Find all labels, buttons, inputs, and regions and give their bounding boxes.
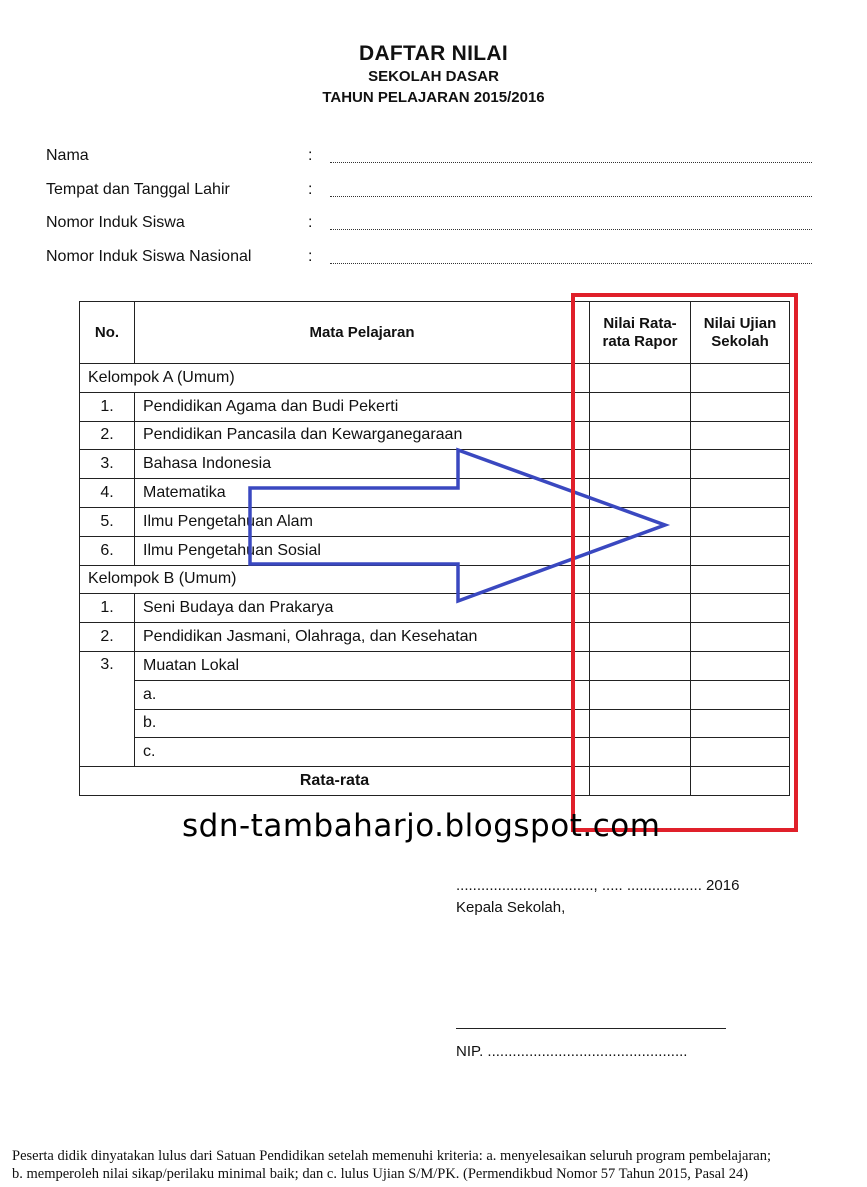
rapor-cell <box>590 421 691 450</box>
footer-line-1: Peserta didik dinyatakan lulus dari Satuan Pendidikan setelah memenuhi kriteria: a. menyelesaikan seluruh program pembelajaran; <box>12 1148 771 1164</box>
rapor-cell <box>590 709 691 738</box>
watermark-text: sdn-tambaharjo.blogspot.com <box>182 808 661 844</box>
row-subject: Pendidikan Pancasila dan Kewarganegaraan <box>135 421 590 450</box>
table-row <box>80 392 790 421</box>
table-row <box>80 479 790 508</box>
group-b-label: Kelompok B (Umum) <box>80 565 590 594</box>
ujian-cell <box>691 421 790 450</box>
ujian-cell <box>691 364 790 393</box>
group-a-label: Kelompok A (Umum) <box>80 364 590 393</box>
ujian-cell <box>691 392 790 421</box>
row-no: 2. <box>80 421 135 450</box>
row-subject: Seni Budaya dan Prakarya <box>135 594 590 623</box>
row-subject: Pendidikan Jasmani, Olahraga, dan Kesehatan <box>135 623 590 652</box>
row-subject: Ilmu Pengetahuan Alam <box>135 507 590 536</box>
footer-note <box>12 1147 862 1183</box>
group-row <box>80 565 790 594</box>
row-subitem: c. <box>135 738 590 767</box>
signer-title: Kepala Sekolah, <box>456 899 566 916</box>
table-header-row <box>80 302 790 364</box>
field-nis-dots <box>330 215 812 230</box>
rapor-cell <box>590 738 691 767</box>
row-no: 3. <box>80 651 135 766</box>
rapor-cell <box>590 623 691 652</box>
rapor-cell <box>590 565 691 594</box>
table-row <box>80 450 790 479</box>
field-nis-label: Nomor Induk Siswa <box>46 214 185 231</box>
row-no: 5. <box>80 507 135 536</box>
rapor-cell <box>590 680 691 709</box>
rapor-cell <box>590 594 691 623</box>
row-subject: Ilmu Pengetahuan Sosial <box>135 536 590 565</box>
rapor-cell <box>590 767 691 796</box>
ujian-cell <box>691 680 790 709</box>
date-line: ................................., ..... .................. 2016 <box>456 877 740 894</box>
table-row <box>80 738 790 767</box>
ujian-cell <box>691 507 790 536</box>
grades-table <box>79 301 790 796</box>
row-no: 1. <box>80 594 135 623</box>
rapor-cell <box>590 536 691 565</box>
signature-line <box>456 1028 726 1029</box>
field-nisn-label: Nomor Induk Siswa Nasional <box>46 248 252 265</box>
field-nis-colon: : <box>308 214 313 231</box>
page-title: DAFTAR NILAI <box>358 42 509 65</box>
row-subject: Matematika <box>135 479 590 508</box>
rapor-cell <box>590 450 691 479</box>
header-subject: Mata Pelajaran <box>135 302 590 364</box>
ujian-cell <box>691 767 790 796</box>
group-row <box>80 364 790 393</box>
page-subtitle: SEKOLAH DASAR <box>368 68 499 85</box>
school-year: TAHUN PELAJARAN 2015/2016 <box>322 89 545 106</box>
rapor-cell <box>590 507 691 536</box>
ujian-cell <box>691 565 790 594</box>
table-row <box>80 623 790 652</box>
field-birth-colon: : <box>308 181 313 198</box>
ujian-cell <box>691 536 790 565</box>
rapor-cell <box>590 364 691 393</box>
table-row <box>80 536 790 565</box>
field-name-dots <box>330 148 812 163</box>
nip-line: NIP. ................................................ <box>456 1043 688 1060</box>
header-rapor: Nilai Rata-rata Rapor <box>590 302 691 364</box>
rapor-cell <box>590 651 691 680</box>
ujian-cell <box>691 450 790 479</box>
footer-line-2: b. memperoleh nilai sikap/perilaku minimal baik; dan c. lulus Ujian S/M/PK. (Permendikbud Nomor 57 Tahun 2015, Pasal 24) <box>12 1166 749 1182</box>
field-nisn-colon: : <box>308 248 313 265</box>
row-subitem: a. <box>135 680 590 709</box>
row-no: 4. <box>80 479 135 508</box>
row-subitem: b. <box>135 709 590 738</box>
field-name-colon: : <box>308 147 313 164</box>
table-row <box>80 421 790 450</box>
ujian-cell <box>691 623 790 652</box>
table-row <box>80 507 790 536</box>
ujian-cell <box>691 738 790 767</box>
rapor-cell <box>590 392 691 421</box>
header-ujian: Nilai Ujian Sekolah <box>691 302 790 364</box>
row-subject: Pendidikan Agama dan Budi Pekerti <box>135 392 590 421</box>
field-birth-label: Tempat dan Tanggal Lahir <box>46 181 230 198</box>
row-no: 1. <box>80 392 135 421</box>
table-row <box>80 651 790 680</box>
rapor-cell <box>590 479 691 508</box>
table-row <box>80 594 790 623</box>
row-no: 6. <box>80 536 135 565</box>
ujian-cell <box>691 479 790 508</box>
average-row <box>80 767 790 796</box>
table-row <box>80 680 790 709</box>
header-no: No. <box>80 302 135 364</box>
row-subject: Muatan Lokal <box>135 651 590 680</box>
ujian-cell <box>691 709 790 738</box>
field-name-label: Nama <box>46 147 89 164</box>
row-subject: Bahasa Indonesia <box>135 450 590 479</box>
row-no: 2. <box>80 623 135 652</box>
average-label: Rata-rata <box>80 767 590 796</box>
row-no: 3. <box>80 450 135 479</box>
ujian-cell <box>691 651 790 680</box>
table-row <box>80 709 790 738</box>
field-birth-dots <box>330 182 812 197</box>
field-nisn-dots <box>330 249 812 264</box>
ujian-cell <box>691 594 790 623</box>
